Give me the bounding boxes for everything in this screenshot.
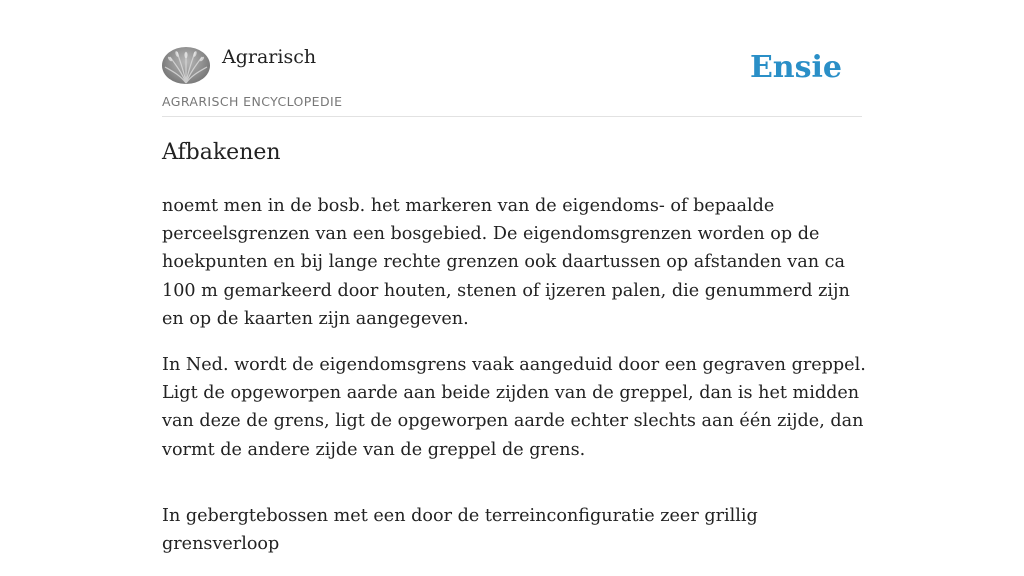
source-name[interactable]: Agrarisch <box>222 46 317 68</box>
header <box>162 44 862 117</box>
article-paragraph: In gebergtebossen met een door de terreinconfiguratie zeer grillig grensverloop <box>162 505 758 555</box>
article-title: Afbakenen <box>162 140 281 165</box>
article-paragraph: noemt men in de bosb. het markeren van de eigendoms- of bepaalde perceelsgrenzen van een bosgebied. De eigendomsgrenzen worden op de hoekpunten en bij lange rechte grenzen ook daartussen op afstanden van ca 100 m gemarkeerd door houten, stenen of ijzeren palen, die genummerd zijn en op de kaarten zijn aangegeven. <box>162 196 850 329</box>
article-body <box>162 192 866 576</box>
source-subtitle: AGRARISCH ENCYCLOPEDIE <box>162 94 343 109</box>
brand-logo[interactable]: Ensie <box>749 50 842 85</box>
wheat-sheaf-logo-icon[interactable] <box>162 47 210 84</box>
article-paragraph: In Ned. wordt de eigendomsgrens vaak aangeduid door een gegraven greppel. Ligt de opgeworpen aarde aan beide zijden van de greppel, dan is het midden van deze de grens, ligt de opgeworpen aarde echter slechts aan één zijde, dan vormt de andere zijde van de greppel de grens. <box>162 355 866 460</box>
